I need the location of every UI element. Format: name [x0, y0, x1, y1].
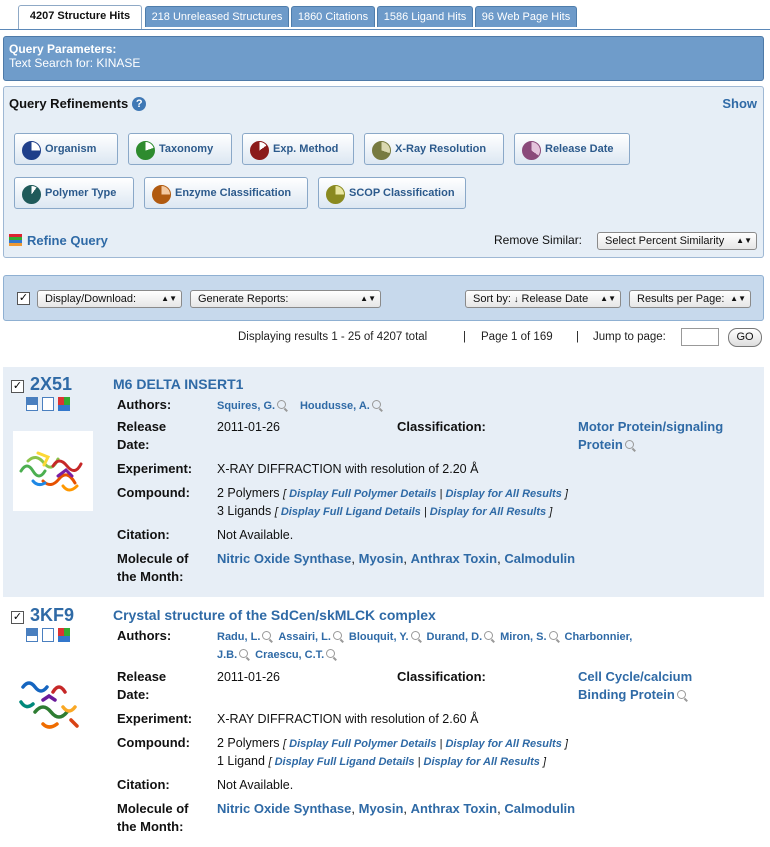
download-icon[interactable] — [26, 628, 38, 642]
pie-chart-icon — [22, 185, 41, 204]
tab-web-page-hits[interactable]: 96 Web Page Hits — [475, 6, 577, 27]
ligands-count: 3 Ligands — [217, 504, 272, 518]
search-icon[interactable] — [484, 631, 493, 640]
document-icon[interactable] — [42, 628, 54, 642]
search-icon[interactable] — [625, 440, 634, 449]
filter-exp-method-button[interactable] — [242, 133, 354, 165]
query-text: Text Search for: KINASE — [9, 56, 141, 70]
search-icon[interactable] — [549, 631, 558, 640]
select-value: Select Percent Similarity — [605, 235, 725, 247]
authors-label: Authors: — [117, 397, 172, 412]
jump-to-page-input[interactable] — [681, 328, 719, 346]
filter-polymer-type-button[interactable] — [14, 177, 134, 209]
filter-label: Organism — [45, 143, 97, 155]
authors-list — [217, 627, 632, 646]
select-arrows-icon: ▲▼ — [736, 236, 752, 245]
author-link[interactable]: Charbonnier, — [564, 631, 633, 643]
motm-label-line2: the Month: — [117, 819, 184, 834]
tab-structure-hits[interactable]: 4207 Structure Hits — [18, 5, 142, 29]
search-icon[interactable] — [277, 400, 286, 409]
release-date-value: 2011-01-26 — [217, 670, 281, 684]
filter-scop-classification-button[interactable] — [318, 177, 466, 209]
search-icon[interactable] — [372, 400, 381, 409]
search-icon[interactable] — [262, 631, 271, 640]
release-label-line1: Release — [117, 669, 167, 684]
query-refinements-panel — [3, 86, 764, 258]
molecule-link[interactable]: Myosin — [358, 551, 404, 566]
structure-image — [13, 431, 93, 511]
jump-to-page-label: Jump to page: — [593, 331, 666, 343]
help-icon[interactable]: ? — [132, 97, 146, 111]
author-link[interactable]: Assairi, L. — [278, 631, 331, 643]
search-icon[interactable] — [411, 631, 420, 640]
author-link[interactable]: Blouquit, Y. — [348, 631, 409, 643]
compound-ligands — [217, 752, 546, 771]
compound-label: Compound: — [117, 485, 190, 500]
select-value: Results per Page: — [637, 293, 725, 305]
show-link[interactable]: Show — [722, 96, 757, 111]
download-icon[interactable] — [26, 397, 38, 411]
filter-label: Polymer Type — [45, 187, 117, 199]
authors-label: Authors: — [117, 628, 172, 643]
results-tabbar — [0, 0, 770, 30]
classification-label: Classification: — [397, 419, 486, 434]
motm-label-line1: Molecule of — [117, 801, 189, 816]
molecule-of-month-label — [117, 800, 189, 836]
sort-by-label: Sort by: — [473, 293, 511, 305]
filter-label: X-Ray Resolution — [395, 143, 487, 155]
ligand-links: [ Display Full Ligand Details | Display for All Results ] — [268, 756, 547, 768]
pdb-id-link[interactable]: 2X51 — [30, 374, 73, 394]
pie-chart-icon — [326, 185, 345, 204]
motm-label-line2: the Month: — [117, 569, 184, 584]
classification-line1: Cell Cycle/calcium — [578, 669, 693, 684]
classification-line2: Binding Protein — [578, 687, 675, 702]
display-all-results-link[interactable]: Display for All Results — [423, 756, 540, 768]
ligand-links: [ Display Full Ligand Details | Display for All Results ] — [274, 506, 553, 518]
go-button[interactable]: GO — [728, 328, 762, 347]
experiment-value: X-RAY DIFFRACTION with resolution of 2.20 Å — [217, 462, 479, 476]
displaying-results-text: Displaying results 1 - 25 of 4207 total — [238, 331, 428, 343]
result-checkbox[interactable]: ✓ — [12, 380, 23, 392]
search-icon[interactable] — [677, 690, 686, 699]
percent-similarity-select[interactable] — [597, 232, 757, 250]
result-title-link[interactable]: Crystal structure of the SdCen/skMLCK complex — [113, 607, 436, 623]
refine-query-link[interactable] — [9, 233, 108, 248]
select-arrows-icon: ▲▼ — [600, 294, 616, 303]
select-value: Generate Reports: — [198, 293, 289, 305]
classification-link[interactable] — [578, 668, 692, 704]
pie-chart-icon — [372, 141, 391, 160]
citation-value: Not Available. — [217, 778, 294, 792]
molecule-link[interactable]: Nitric Oxide Synthase — [217, 801, 352, 816]
citation-value: Not Available. — [217, 528, 294, 542]
compound-polymers — [217, 484, 568, 503]
display-full-polymer-link[interactable]: Display Full Polymer Details — [289, 488, 437, 500]
ligands-count: 1 Ligand — [217, 754, 265, 768]
filter-organism-button[interactable] — [14, 133, 118, 165]
tab-citations[interactable]: 1860 Citations — [291, 6, 375, 27]
polymers-count: 2 Polymers — [217, 486, 280, 500]
molecule-link[interactable]: Anthrax Toxin — [410, 801, 498, 816]
release-date-label — [117, 418, 166, 454]
filter-label: Exp. Method — [273, 143, 339, 155]
display-all-results-link[interactable]: Display for All Results — [445, 738, 562, 750]
query-parameters-panel — [3, 36, 764, 81]
pie-chart-icon — [22, 141, 41, 160]
polymer-links: [ Display Full Polymer Details | Display for All Results ] — [283, 738, 568, 750]
release-date-label — [117, 668, 166, 704]
author-link[interactable]: Durand, D. — [426, 631, 483, 643]
author-link[interactable]: Craescu, C.T. — [255, 649, 325, 661]
viewer-icon[interactable] — [58, 397, 70, 411]
select-all-checkbox[interactable]: ✓ — [18, 292, 29, 304]
structure-thumbnail[interactable] — [13, 431, 93, 511]
refine-query-icon — [9, 234, 22, 246]
classification-line1: Motor Protein/signaling — [578, 419, 724, 434]
authors-list-line2 — [217, 645, 335, 664]
generate-reports-select[interactable] — [190, 290, 381, 308]
author-link[interactable]: Radu, L. — [217, 631, 261, 643]
citation-label: Citation: — [117, 777, 170, 792]
filter-enzyme-classification-button[interactable] — [144, 177, 308, 209]
molecule-link[interactable]: Nitric Oxide Synthase — [217, 551, 352, 566]
molecule-link[interactable]: Anthrax Toxin — [410, 551, 498, 566]
results-toolbar — [3, 275, 764, 321]
structure-image — [13, 662, 93, 742]
select-arrows-icon: ▲▼ — [161, 294, 177, 303]
molecule-of-month-list: Nitric Oxide Synthase, Myosin, Anthrax Toxin, Calmodulin — [217, 801, 576, 816]
authors-list — [217, 396, 381, 415]
display-full-ligand-link[interactable]: Display Full Ligand Details — [274, 756, 415, 768]
result-checkbox[interactable]: ✓ — [12, 611, 23, 623]
release-label-line2: Date: — [117, 437, 150, 452]
results-per-page-select[interactable] — [629, 290, 751, 308]
pdb-id-link[interactable]: 3KF9 — [30, 605, 75, 625]
compound-label: Compound: — [117, 735, 190, 750]
select-arrows-icon: ▲▼ — [730, 294, 746, 303]
structure-thumbnail[interactable] — [13, 662, 93, 742]
release-label-line1: Release — [117, 419, 167, 434]
experiment-value: X-RAY DIFFRACTION with resolution of 2.60 Å — [217, 712, 479, 726]
polymer-links: [ Display Full Polymer Details | Display for All Results ] — [283, 488, 568, 500]
refine-query-label: Refine Query — [27, 233, 108, 248]
separator: | — [463, 331, 466, 343]
remove-similar-label: Remove Similar: — [494, 233, 583, 247]
result-title-link[interactable]: M6 DELTA INSERT1 — [113, 376, 244, 392]
pie-chart-icon — [250, 141, 269, 160]
viewer-icon[interactable] — [58, 628, 70, 642]
pie-chart-icon — [522, 141, 541, 160]
filter-taxonomy-button[interactable] — [128, 133, 232, 165]
molecule-link[interactable]: Calmodulin — [504, 551, 576, 566]
result-actions — [26, 628, 74, 646]
document-icon[interactable] — [42, 397, 54, 411]
polymers-count: 2 Polymers — [217, 736, 280, 750]
classification-line2: Protein — [578, 437, 623, 452]
release-date-value: 2011-01-26 — [217, 420, 281, 434]
select-value: Display/Download: — [45, 293, 137, 305]
result-item — [3, 367, 764, 597]
release-label-line2: Date: — [117, 687, 150, 702]
experiment-label: Experiment: — [117, 711, 193, 726]
classification-label: Classification: — [397, 669, 486, 684]
separator: | — [576, 331, 579, 343]
pie-chart-icon — [136, 141, 155, 160]
filter-release-date-button[interactable] — [514, 133, 630, 165]
display-download-select[interactable] — [37, 290, 182, 308]
author-link[interactable]: J.B. — [217, 649, 238, 661]
molecule-of-month-label — [117, 550, 189, 586]
query-parameters-title: Query Parameters: — [9, 42, 117, 56]
motm-label-line1: Molecule of — [117, 551, 189, 566]
result-item — [3, 604, 764, 844]
molecule-link[interactable]: Calmodulin — [504, 801, 576, 816]
filter-label: Enzyme Classification — [175, 187, 292, 199]
search-icon[interactable] — [333, 631, 342, 640]
refinements-title: Query Refinements — [9, 96, 129, 111]
search-icon[interactable] — [239, 649, 248, 658]
molecule-of-month-list: Nitric Oxide Synthase, Myosin, Anthrax Toxin, Calmodulin — [217, 551, 576, 566]
display-full-polymer-link[interactable]: Display Full Polymer Details — [289, 738, 437, 750]
pie-chart-icon — [152, 185, 171, 204]
refinements-heading — [9, 96, 146, 111]
display-all-results-link[interactable]: Display for All Results — [429, 506, 547, 518]
filter-label: Release Date — [545, 143, 614, 155]
citation-label: Citation: — [117, 527, 170, 542]
filter-label: Taxonomy — [159, 143, 214, 155]
select-value: Release Date — [521, 293, 589, 305]
author-link[interactable]: Squires, G. — [217, 400, 276, 412]
search-icon[interactable] — [326, 649, 335, 658]
filter-xray-resolution-button[interactable] — [364, 133, 504, 165]
page-indicator: Page 1 of 169 — [481, 331, 553, 343]
display-all-results-link[interactable]: Display for All Results — [445, 488, 562, 500]
tab-ligand-hits[interactable]: 1586 Ligand Hits — [377, 6, 473, 27]
compound-polymers — [217, 734, 568, 753]
result-actions — [26, 397, 74, 415]
author-link[interactable]: Houdusse, A. — [299, 400, 370, 412]
tab-unreleased-structures[interactable]: 218 Unreleased Structures — [145, 6, 289, 27]
experiment-label: Experiment: — [117, 461, 193, 476]
author-link[interactable]: Miron, S. — [500, 631, 547, 643]
sort-by-select[interactable] — [465, 290, 621, 308]
select-arrows-icon: ▲▼ — [360, 294, 376, 303]
sort-arrow-icon: ↓ — [513, 294, 519, 304]
molecule-link[interactable]: Myosin — [358, 801, 404, 816]
filter-label: SCOP Classification — [349, 187, 455, 199]
classification-link[interactable] — [578, 418, 723, 454]
compound-ligands — [217, 502, 552, 521]
display-full-ligand-link[interactable]: Display Full Ligand Details — [280, 506, 421, 518]
